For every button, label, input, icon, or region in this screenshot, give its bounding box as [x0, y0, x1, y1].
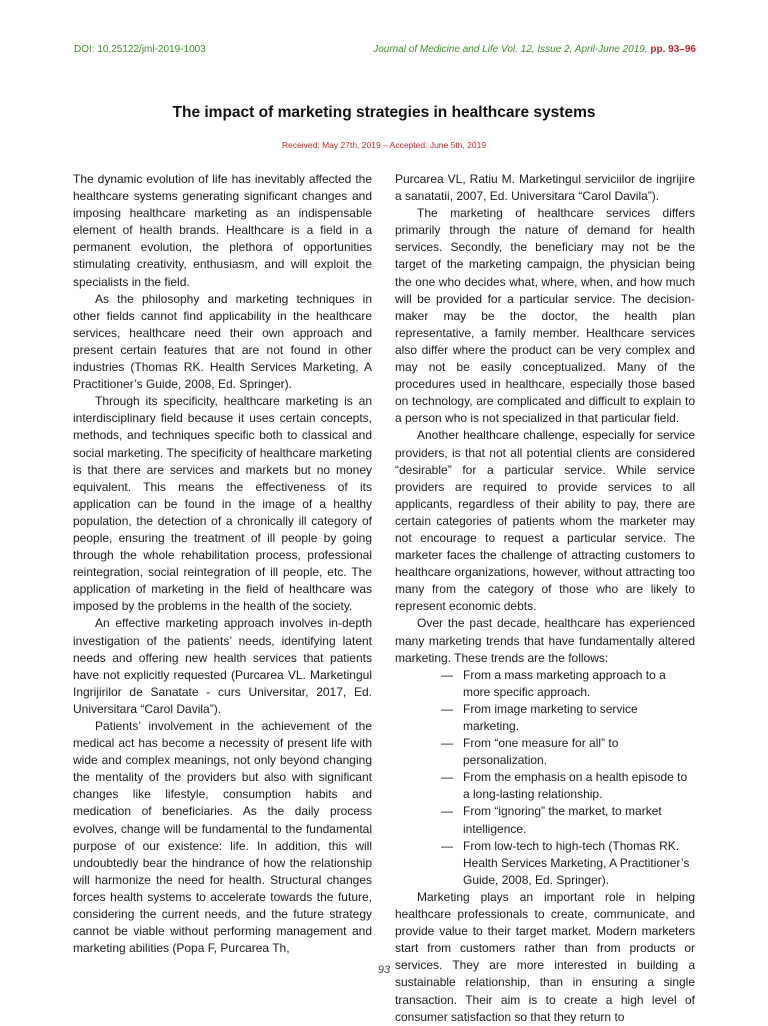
paragraph-continuation: Purcarea VL, Ratiu M. Marketingul serviciilor de ingrijire a sanatatii, 2007, Ed. Universitara “Carol Davila”).	[395, 172, 695, 204]
paragraph: The marketing of healthcare services differs primarily through the nature of demand for health services. Secondly, the beneficiary may not be the target of the marketing campaign, the physician being the one who decides what, where, when, and how much will be provided for a particular service. The decision-maker may be the doctor, the health plan representative, a family member. Healthcare services also differ where the product can be very complex and may not be easily conceptualized. Many of the procedures used in healthcare, especially those based on technology, are complicated and difficult to explain to a person who is not specialized in that particular field.	[395, 206, 695, 426]
list-item-text: From low-tech to high-tech (Thomas RK. Health Services Marketing, A Practitioner’s Guide, 2008, Ed. Springer).	[463, 838, 690, 887]
dash-bullet: —	[441, 770, 453, 785]
paragraph: Marketing plays an important role in helping healthcare professionals to create, communicate, and provide value to their target market. Modern marketers start from customers rather than from products or services. They are more interested in building a sustainable relationship, than in ensuring a single transaction. Their aim is to create a high level of consumer satisfaction so that they return to	[395, 889, 695, 1024]
list-item-text: From image marketing to service marketing.	[463, 701, 638, 733]
journal-name: Journal of Medicine and Life Vol. 12, Issue 2, April-June 2019,	[373, 44, 651, 55]
list-item-text: From “one measure for all” to personalization.	[463, 736, 619, 768]
right-column	[395, 171, 695, 1026]
dash-bullet: —	[441, 804, 453, 819]
paragraph: As the philosophy and marketing techniques in other fields cannot find applicability in the healthcare services, healthcare need their own approach and present certain features that are not found in other industries (Thomas RK. Health Services Marketing, A Practitioner’s Guide, 2008, Ed. Springer).	[73, 291, 372, 392]
list-item	[395, 803, 695, 837]
doi-link[interactable]: DOI: 10.25122/jml-2019-1003	[74, 44, 206, 55]
running-header	[74, 42, 696, 58]
list-item-text: From a mass marketing approach to a more specific approach.	[463, 667, 666, 699]
list-item	[395, 735, 695, 769]
page-number: 93	[377, 964, 391, 976]
paragraph: An effective marketing approach involves in-depth investigation of the patients’ needs, identifying latent needs and offering new health services that patients have not explicitly requested (Purcarea VL. Marketingul Ingrijirilor de Sanatate - curs Universitar, 2017, Ed. Universitara “Carol Davila”).	[73, 616, 372, 716]
paragraph: Another healthcare challenge, especially for service providers, is that not all potential clients are considered “desirable” for a particular service. While service providers are required to provide services to all applicants, regardless of their ability to pay, there are certain categories of patients whom the marketer may not encourage to request a particular service. The marketer faces the challenge of attracting customers to healthcare organizations, however, without attracting too many from the category of those who are likely to represent economic debts.	[395, 428, 695, 614]
list-item	[395, 667, 695, 701]
dash-bullet: —	[441, 736, 453, 751]
paragraph: Patients’ involvement in the achievement of the medical act has become a necessity of present life with wide and complex meanings, not only beyond changing the mentality of the providers but also with significant changes like lifestyle, consumption habits and medication of beneficiaries. As the daily process evolves, change will be fundamental to the fundamental purpose of our existence: life. In addition, this will undoubtedly bear the hindrance of how the relationship will harmonize the need for health. Structural changes forces health systems to accelerate towards the future, considering the current needs, and the future strategy cannot be viable without performing management and marketing abilities (Popa F, Purcarea Th,	[73, 719, 372, 956]
list-item-text: From the emphasis on a health episode to a long-lasting relationship.	[463, 770, 688, 802]
left-column	[73, 171, 372, 957]
paragraph-intro: The dynamic evolution of life has inevitably affected the healthcare systems generating significant changes and imposing healthcare marketing as an indispensable element of health brands. Healthcare is a field in a permanent evolution, the plethora of opportunities stimulating creativity, enthusiasm, and will exploit the specialists in the field.	[73, 172, 372, 289]
received-accepted-dates: Received: May 27th, 2019 – Accepted: June 5th, 2019	[281, 140, 487, 150]
dash-bullet: —	[441, 701, 453, 716]
list-item	[395, 701, 695, 735]
list-item	[395, 769, 695, 803]
journal-citation	[373, 42, 696, 58]
article-title: The impact of marketing strategies in healthcare systems	[172, 104, 596, 121]
paragraph: Over the past decade, healthcare has experienced many marketing trends that have fundamentally altered marketing. These trends are the follows:	[395, 616, 695, 665]
paragraph: Through its specificity, healthcare marketing is an interdisciplinary field because it uses certain concepts, methods, and techniques specific both to classical and social marketing. The specificity of healthcare marketing is that there are services and markets but no money equivalent. This means the effectiveness of its application can be found in the image of a healthy population, the detection of a chronically ill category of people, ensuring the treatment of ill people by going through the whole rehabilitation process, professional reintegration, social reintegration of ill people, etc. The application of marketing in the field of healthcare was imposed by the problems in the health of the society.	[73, 394, 372, 614]
dash-bullet: —	[441, 667, 453, 682]
list-item	[395, 838, 695, 889]
list-item-text: From “ignoring” the market, to market intelligence.	[463, 804, 662, 836]
dash-bullet: —	[441, 838, 453, 853]
trends-list	[395, 667, 695, 889]
page-range: pp. 93–96	[650, 44, 696, 55]
